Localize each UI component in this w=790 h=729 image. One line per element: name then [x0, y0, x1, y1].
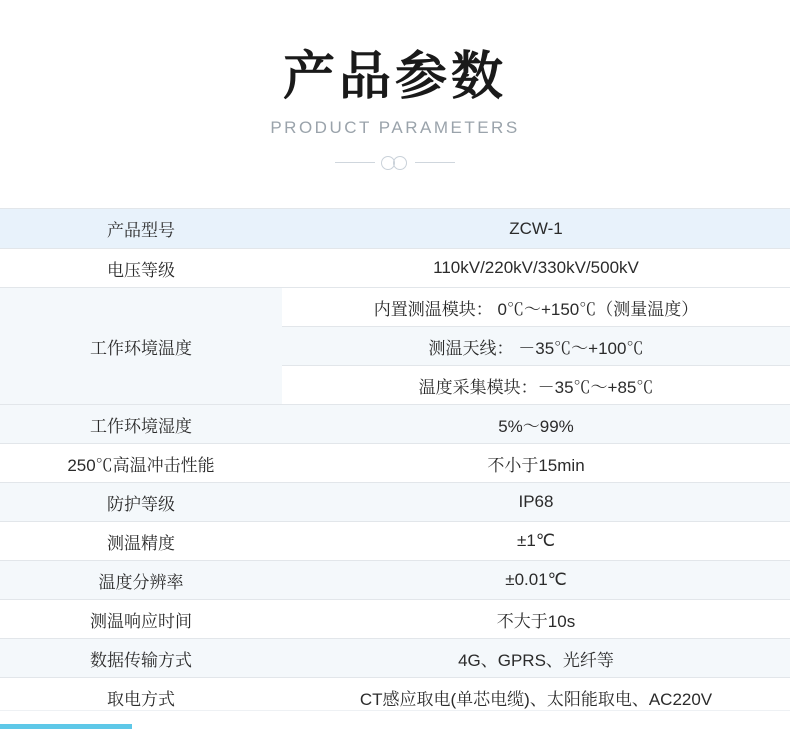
param-value-operating-temperature-2: 测温天线： －35℃～+100℃: [282, 327, 790, 366]
footer-bar: [0, 710, 790, 729]
ornament-rings: [378, 154, 412, 170]
param-label-response-time: 测温响应时间: [0, 600, 282, 639]
ornament-line-left: [335, 162, 375, 163]
double-ring-ornament-icon: [335, 152, 455, 172]
table-row: [0, 483, 790, 522]
param-value-power-supply: CT感应取电(单芯电缆)、太阳能取电、AC220V: [282, 678, 790, 717]
ornament-line-right: [415, 162, 455, 163]
table-row: [0, 639, 790, 678]
param-label-data-transmission: 数据传输方式: [0, 639, 282, 678]
param-label-operating-temperature: 工作环境温度: [0, 288, 282, 405]
table-row: [0, 209, 790, 249]
param-label-operating-humidity: 工作环境湿度: [0, 405, 282, 444]
param-value-high-temp-impact: 不小于15min: [282, 444, 790, 483]
param-value-operating-humidity: 5%～99%: [282, 405, 790, 444]
param-value-voltage: 110kV/220kV/330kV/500kV: [282, 249, 790, 288]
param-value-temp-accuracy: ±1℃: [282, 522, 790, 561]
ornament-ring-two: [393, 156, 407, 170]
footer-accent-bar: [0, 724, 132, 729]
parameters-table: [0, 208, 790, 717]
table-row: [0, 288, 790, 327]
page-header: [0, 0, 790, 172]
table-row: [0, 561, 790, 600]
table-row: [0, 522, 790, 561]
table-row: [0, 405, 790, 444]
table-row: [0, 249, 790, 288]
table-row: [0, 600, 790, 639]
param-value-operating-temperature-3: 温度采集模块：－35℃～+85℃: [282, 366, 790, 405]
page-subtitle: PRODUCT PARAMETERS: [270, 118, 520, 138]
param-label-temp-resolution: 温度分辨率: [0, 561, 282, 600]
param-value-response-time: 不大于10s: [282, 600, 790, 639]
param-label-temp-accuracy: 测温精度: [0, 522, 282, 561]
table-row: [0, 444, 790, 483]
param-value-protection-grade: IP68: [282, 483, 790, 522]
param-label-voltage: 电压等级: [0, 249, 282, 288]
param-label-model: 产品型号: [0, 209, 282, 249]
param-value-model: ZCW-1: [282, 209, 790, 249]
param-label-power-supply: 取电方式: [0, 678, 282, 717]
param-value-temp-resolution: ±0.01℃: [282, 561, 790, 600]
param-label-protection-grade: 防护等级: [0, 483, 282, 522]
param-value-operating-temperature-1: 内置测温模块： 0℃～+150℃（测量温度）: [282, 288, 790, 327]
page-title: 产品参数: [282, 48, 507, 106]
param-value-data-transmission: 4G、GPRS、光纤等: [282, 639, 790, 678]
param-label-high-temp-impact: 250℃高温冲击性能: [0, 444, 282, 483]
